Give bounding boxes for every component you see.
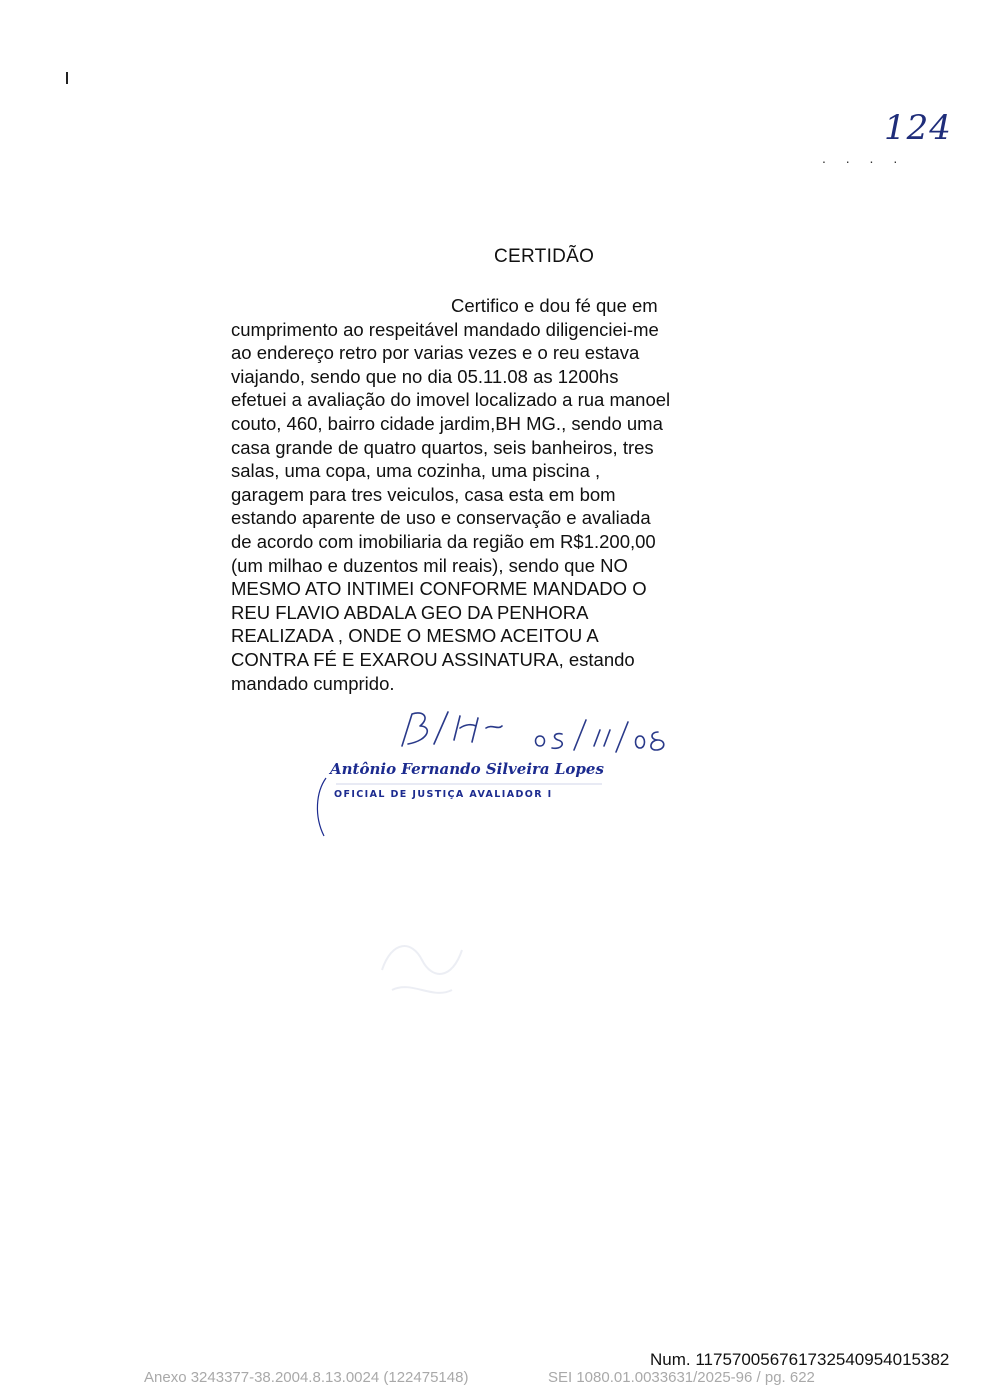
official-stamp [312,756,612,842]
body-line: REALIZADA , ONDE O MESMO ACEITOU A [231,625,599,647]
stamp-name: Antônio Fernando Silveira Lopes [330,760,604,778]
certificate-body [231,294,751,695]
footer-anexo: Anexo 3243377-38.2004.8.13.0024 (122475148) [144,1369,469,1386]
body-line: mandado cumprido. [231,672,395,694]
body-line: MESMO ATO INTIMEI CONFORME MANDADO O [231,578,647,600]
body-line: efetuei a avaliação do imovel localizado a rua manoel [231,389,671,411]
body-line: salas, uma copa, uma cozinha, uma piscina , [231,460,601,482]
body-line: CONTRA FÉ E EXAROU ASSINATURA, estando [231,648,635,670]
footer-sei: SEI 1080.01.0033631/2025-96 / pg. 622 [548,1369,815,1386]
stamp-role: OFICIAL DE JUSTIÇA AVALIADOR I [334,789,553,800]
body-line: garagem para tres veiculos, casa esta em bom [231,483,616,505]
body-line: (um milhao e duzentos mil reais), sendo que NO [231,554,628,576]
footer-document-number: Num. 117570056761732540954015382 [650,1350,950,1369]
faint-bleedthrough-mark [372,930,472,1010]
body-line: REU FLAVIO ABDALA GEO DA PENHORA [231,601,589,623]
body-line: estando aparente de uso e conservação e avaliada [231,507,651,529]
body-line: viajando, sendo que no dia 05.11.08 as 1200hs [231,365,619,387]
body-line: ao endereço retro por varias vezes e o reu estava [231,342,640,364]
body-line: cumprimento ao respeitável mandado diligenciei-me [231,318,659,340]
document-title: CERTIDÃO [494,246,595,267]
body-line: couto, 460, bairro cidade jardim,BH MG., sendo uma [231,412,663,434]
scan-edge-mark [66,72,68,84]
body-line: de acordo com imobiliaria da região em R$1.200,00 [231,530,656,552]
body-line: casa grande de quatro quartos, seis banheiros, tres [231,436,654,458]
handwritten-signature [390,706,690,756]
body-line: Certifico e dou fé que em [451,295,658,316]
scan-dots: . . . . [822,150,906,166]
handwritten-page-number: 124 [884,108,952,148]
